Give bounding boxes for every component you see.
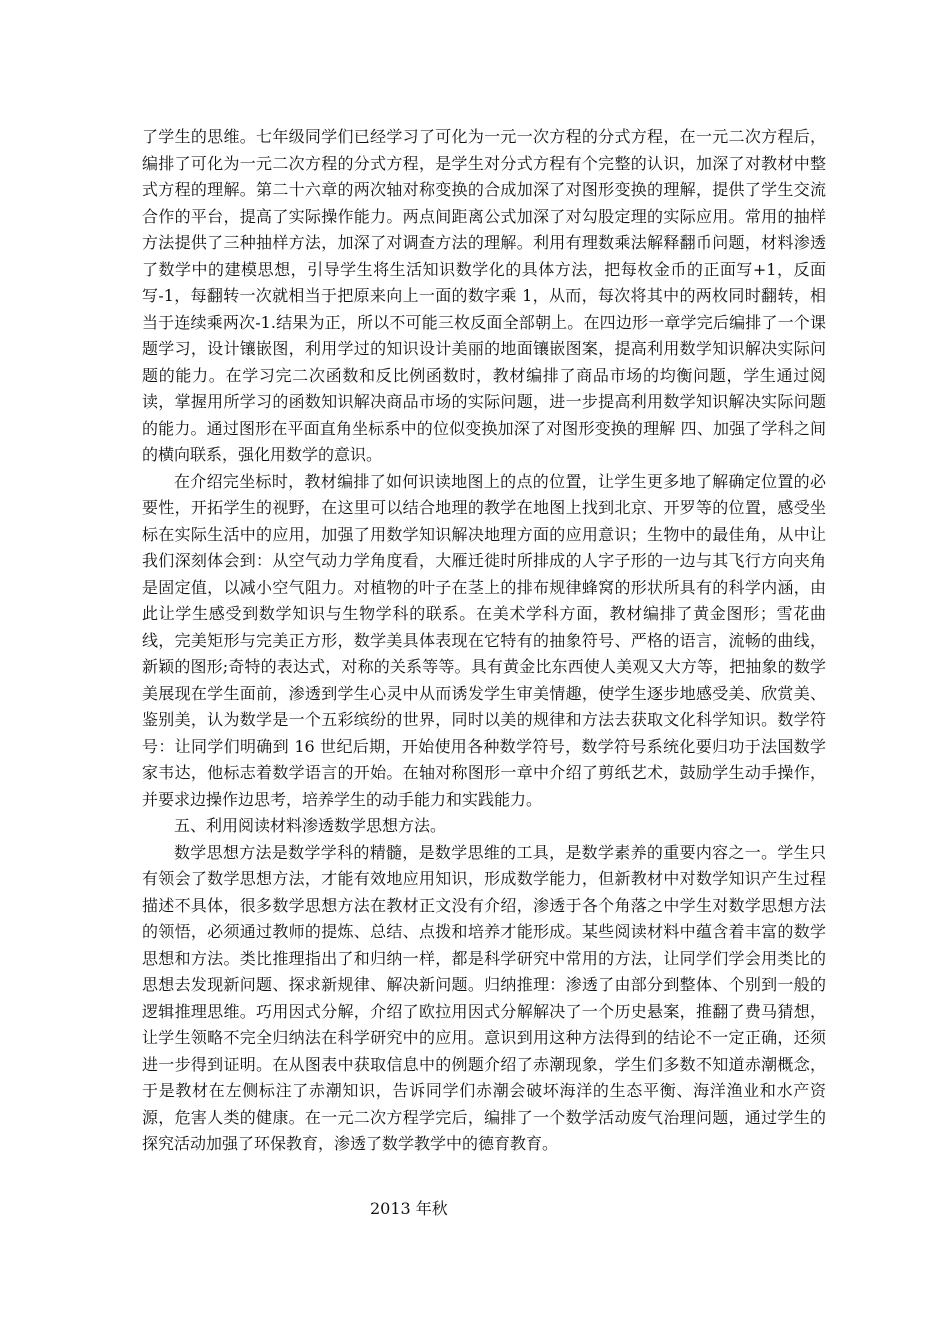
paragraph-math-thinking-methods: 数学思想方法是数学学科的精髓，是数学思维的工具，是数学素养的重要内容之一。学生只有领会了数学思想方法，才能有效地应用知识，形成数学能力，但新教材中对数学知识产生过程描述不具体，很多数学思想方法在教材正文没有介绍，渗透于各个角落之中学生对数学思想方法的领悟，必须通过教师的提炼、总结、点拨和培养才能形成。某些阅读材料中蕴含着丰富的数学思想和方法。类比推理指出了和归纳一样，都是科学研究中常用的方法，让同学们学会用类比的思想去发现新问题、探求新规律、解决新问题。归纳推理：渗透了由部分到整体、个别到一般的逻辑推理思维。巧用因式分解，介绍了欧拉用因式分解解决了一个历史悬案，推翻了费马猜想，让学生领略不完全归纳法在科学研究中的应用。意识到用这种方法得到的结论不一定正确，还须进一步得到证明。在从图表中获取信息中的例题介绍了赤潮现象，学生们多数不知道赤潮概念，于是教材在左侧标注了赤潮知识，告诉同学们赤潮会破坏海洋的生态平衡、海洋渔业和水产资源，危害人类的健康。在一元二次方程学完后，编排了一个数学活动废气治理问题，通过学生的探究活动加强了环保教育，渗透了数学教学中的德育教育。 xyxy=(142,842,826,1153)
paragraph-continuation: 了学生的思维。七年级同学们已经学习了可化为一元一次方程的分式方程，在一元二次方程后，编排了可化为一元二次方程的分式方程，是学生对分式方程有个完整的认识，加深了对教材中整式方程的理解。第二十六章的两次轴对称变换的合成加深了对图形变换的理解，提供了学生交流合作的平台，提高了实际操作能力。两点间距离公式加深了对勾股定理的实际应用。常用的抽样方法提供了三种抽样方法，加深了对调查方法的理解。利用有理数乘法解释翻币问题，材料渗透了数学中的建模思想，引导学生将生活知识数学化的具体方法，把每枚金币的正面写+1，反面写-1，每翻转一次就相当于把原来向上一面的数字乘 1，从而，每次将其中的两枚同时翻转，相当于连续乘两次-1.结果为正，所以不可能三枚反面全部朝上。在四边形一章学完后编排了一个课题学习，设计镶嵌图，利用学过的知识设计美丽的地面镶嵌图案，提高利用数学知识解决实际问题的能力。在学习完二次函数和反比例函数时，教材编排了商品市场的均衡问题，学生通过阅读，掌握用所学习的函数知识解决商品市场的实际问题，进一步提高利用数学知识解决实际问题的能力。通过图形在平面直角坐标系中的位似变换加深了对图形变换的理解 四、加强了学科之间的横向联系，强化用数学的意识。 xyxy=(142,127,826,464)
section-heading-five: 五、利用阅读材料渗透数学思想方法。 xyxy=(174,816,447,835)
document-body xyxy=(142,124,826,1158)
document-date: 2013 年秋 xyxy=(370,1199,448,1218)
paragraph-coordinates-interdisciplinary: 在介绍完坐标时，教材编排了如何识读地图上的点的位置，让学生更多地了解确定位置的必要性，开拓学生的视野，在这里可以结合地理的教学在地图上找到北京、开罗等的位置，感受坐标在实际生活中的应用，加强了用数学知识解决地理方面的应用意识；生物中的最佳角，从中让我们深刻体会到：从空气动力学角度看，大雁迁徙时所排成的人字子形的一边与其飞行方向夹角是固定值，以减小空气阻力。对植物的叶子在茎上的排布规律蜂窝的形状所具有的科学内涵，由此让学生感受到数学知识与生物学科的联系。在美术学科方面，教材编排了黄金图形；雪花曲线，完美矩形与完美正方形，数学美具体表现在它特有的抽象符号、严格的语言，流畅的曲线，新颖的图形;奇特的表达式，对称的关系等等。具有黄金比东西使人美观又大方等，把抽象的数学美展现在学生面前，渗透到学生心灵中从而诱发学生审美情趣，使学生逐步地感受美、欣赏美、鉴别美，认为数学是一个五彩缤纷的世界，同时以美的规律和方法去获取文化科学知识。数学符号：让同学们明确到 16 世纪后期，开始使用各种数学符号，数学符号系统化要归功于法国数学家韦达，他标志着数学语言的开始。在轴对称图形一章中介绍了剪纸艺术，鼓励学生动手操作，并要求边操作边思考，培养学生的动手能力和实践能力。 xyxy=(142,471,826,809)
